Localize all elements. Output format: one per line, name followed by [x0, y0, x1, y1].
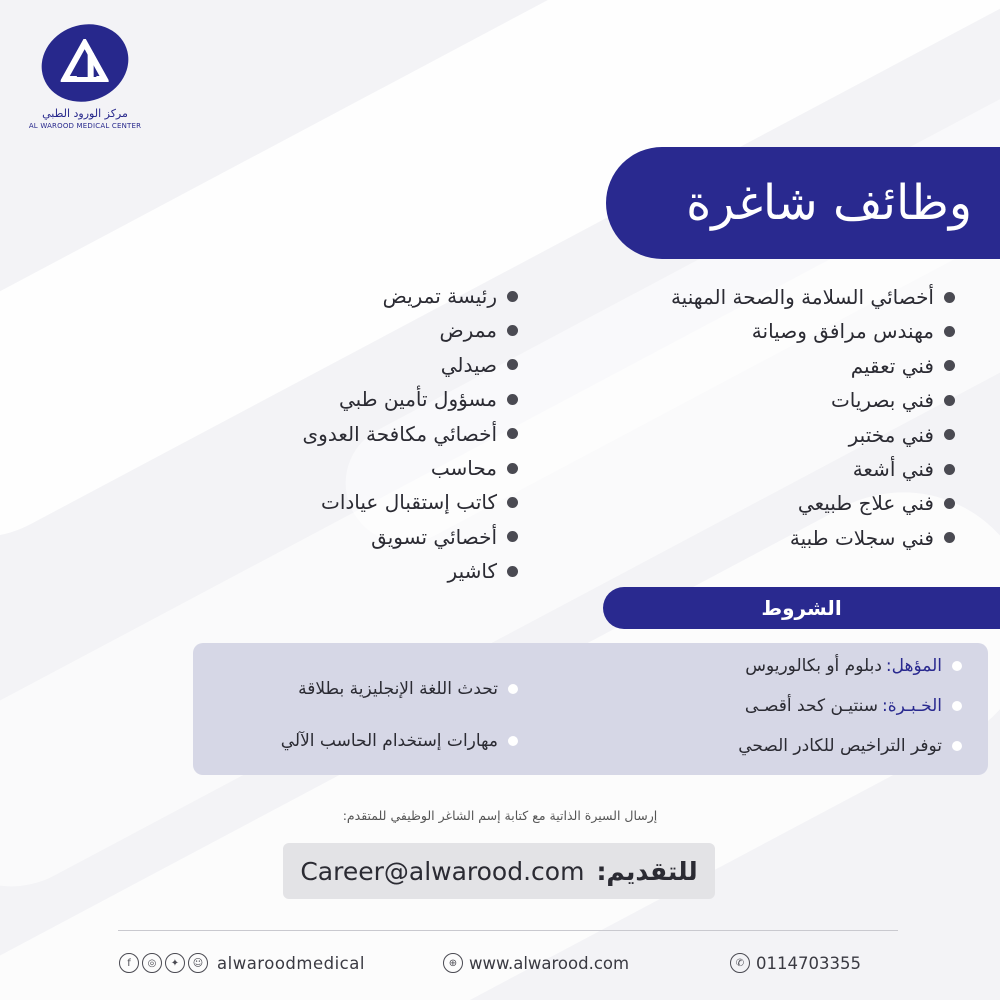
footer-social [119, 945, 365, 981]
condition-label: المؤهل: [885, 656, 942, 676]
bullet-icon [944, 326, 955, 337]
twitter-icon[interactable]: ✦ [165, 953, 185, 973]
bullet-icon [944, 464, 955, 475]
list-item: فني سجلات طبية [671, 521, 955, 555]
conditions-banner [603, 587, 1000, 629]
list-item: مهندس مرافق وصيانة [671, 314, 955, 348]
bullet-icon [507, 291, 518, 302]
logo [20, 25, 150, 130]
apply-note: إرسال السيرة الذاتية مع كتابة إسم الشاغر الوظيفي للمتقدم: [342, 808, 658, 823]
list-item: أخصائي السلامة والصحة المهنية [671, 280, 955, 314]
bullet-icon [944, 429, 955, 440]
conditions-list-right [738, 646, 962, 766]
instagram-icon[interactable]: ◎ [142, 953, 162, 973]
social-handle[interactable]: alwaroodmedical [217, 953, 365, 973]
bullet-icon [507, 531, 518, 542]
condition-item: مهارات إستخدام الحاسب الآلي [281, 715, 518, 767]
bullet-icon [507, 428, 518, 439]
page-title: وظائف شاغرة [686, 175, 972, 231]
phone-icon: ✆ [730, 953, 750, 973]
logo-name-arabic: مركز الورود الطبي [42, 107, 128, 120]
list-item: فني بصريات [671, 383, 955, 417]
list-item: كاتب إستقبال عيادات [303, 485, 518, 519]
list-item: فني أشعة [671, 452, 955, 486]
list-item: كاشير [303, 554, 518, 588]
globe-icon: ⊕ [443, 953, 463, 973]
bullet-icon [944, 498, 955, 509]
bullet-icon [507, 325, 518, 336]
footer-divider [118, 930, 898, 931]
apply-box [283, 843, 715, 899]
list-item: محاسب [303, 451, 518, 485]
apply-email-link[interactable]: Career@alwarood.com [300, 856, 585, 886]
condition-item: توفر التراخيص للكادر الصحي [738, 726, 962, 766]
condition-item: الخـبـرة: سنتيـن كحد أقصـى [738, 686, 962, 726]
bullet-icon [508, 684, 518, 694]
condition-label: الخـبـرة: [882, 696, 942, 716]
list-item: رئيسة تمريض [303, 279, 518, 313]
footer-phone [730, 945, 861, 981]
list-item: فني علاج طبيعي [671, 486, 955, 520]
apply-label: للتقديم: [596, 856, 698, 886]
jobs-list-left [303, 279, 518, 589]
list-item: صيدلي [303, 348, 518, 382]
list-item: ممرض [303, 313, 518, 347]
bullet-icon [944, 360, 955, 371]
bullet-icon [952, 661, 962, 671]
bullet-icon [944, 395, 955, 406]
list-item: أخصائي تسويق [303, 520, 518, 554]
bullet-icon [507, 394, 518, 405]
logo-mark [31, 12, 140, 114]
bullet-icon [944, 532, 955, 543]
conditions-heading: الشروط [761, 596, 842, 620]
website-link[interactable]: www.alwarood.com [469, 953, 630, 973]
condition-item: المؤهل: دبلوم أو بكالوريوس [738, 646, 962, 686]
list-item: فني مختبر [671, 418, 955, 452]
bullet-icon [952, 701, 962, 711]
logo-name-english: AL WAROOD MEDICAL CENTER [28, 122, 142, 130]
footer-website [443, 945, 629, 981]
snapchat-icon[interactable]: ☺ [188, 953, 208, 973]
facebook-icon[interactable]: f [119, 953, 139, 973]
bullet-icon [508, 736, 518, 746]
list-item: أخصائي مكافحة العدوى [303, 417, 518, 451]
conditions-list-left [281, 663, 518, 767]
bullet-icon [507, 359, 518, 370]
list-item: مسؤول تأمين طبي [303, 382, 518, 416]
bullet-icon [952, 741, 962, 751]
bullet-icon [507, 497, 518, 508]
jobs-list-right [671, 280, 955, 555]
condition-item: تحدث اللغة الإنجليزية بطلاقة [281, 663, 518, 715]
list-item: فني تعقيم [671, 349, 955, 383]
bullet-icon [944, 292, 955, 303]
bullet-icon [507, 566, 518, 577]
phone-number[interactable]: 0114703355 [756, 953, 861, 973]
bullet-icon [507, 463, 518, 474]
title-banner [606, 147, 1000, 259]
